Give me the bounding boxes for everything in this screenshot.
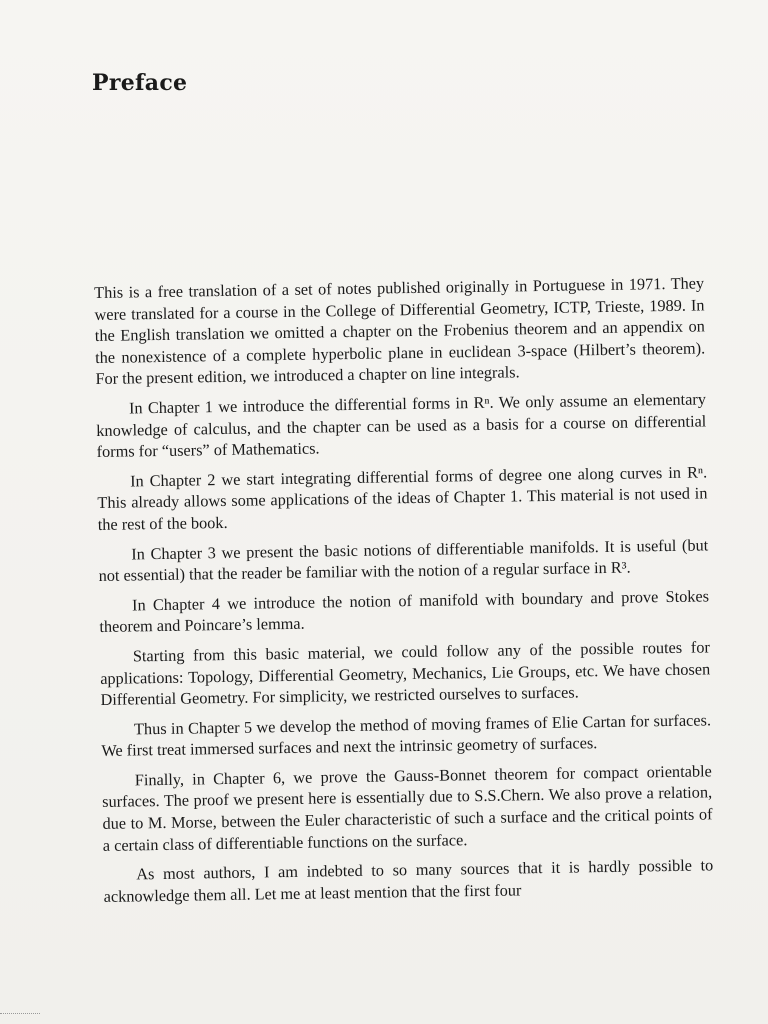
paragraph-chapter-4: In Chapter 4 we introduce the notion of manifold with boundary and prove Stokes theorem and Poincare’s lemma. xyxy=(99,586,710,637)
paragraph-chapter-6: Finally, in Chapter 6, we prove the Gauss-Bonnet theorem for compact orientable surfaces. The proof we present here is essentially due to S.S.Chern. We also prove a relation, due to M. Morse, between the Euler characteristic of such a surface and the critical points of a certain class of differentiable functions on the surface. xyxy=(102,761,713,855)
paragraph-chapter-5: Thus in Chapter 5 we develop the method of moving frames of Elie Cartan for surfaces. We first treat immersed surfaces and next the intrinsic geometry of surfaces. xyxy=(101,710,712,761)
paragraph-acknowledgements: As most authors, I am indebted to so many sources that it is hardly possible to acknowledge them all. Let me at least mention that the first four xyxy=(103,855,714,906)
paragraph-chapter-3: In Chapter 3 we present the basic notions of differentiable manifolds. It is useful (but not essential) that the reader be familiar with the notion of a regular surface in R³. xyxy=(98,534,709,586)
page-title: Preface xyxy=(92,70,188,96)
preface-body xyxy=(94,272,714,915)
paragraph-chapter-1: In Chapter 1 we introduce the differential forms in Rⁿ. We only assume an elementary knowledge of calculus, and the chapter can be used as a basis for a course on differential forms for “users” of Mathematics. xyxy=(96,389,707,462)
paragraph-routes: Starting from this basic material, we could follow any of the possible routes for applications: Topology, Differential Geometry, Mechanics, Lie Groups, etc. We have chosen Differential Geometry. For simplicity, we restricted ourselves to surfaces. xyxy=(100,637,711,710)
paragraph-translation-note: This is a free translation of a set of notes published originally in Portuguese in 1971. They were translated for a course in the College of Differential Geometry, ICTP, Trieste, 1989. In the English translation we omitted a chapter on the Frobenius theorem and an appendix on the nonexistence of a complete hyperbolic plane in euclidean 3-space (Hilbert’s theorem). For the present edition, we introduced a chapter on line integrals. xyxy=(94,273,706,389)
paragraph-chapter-2: In Chapter 2 we start integrating differential forms of degree one along curves in Rⁿ. This already allows some applications of the ideas of Chapter 1. This material is not used in the rest of the book. xyxy=(97,462,708,534)
page-edge-mark xyxy=(0,1013,40,1018)
